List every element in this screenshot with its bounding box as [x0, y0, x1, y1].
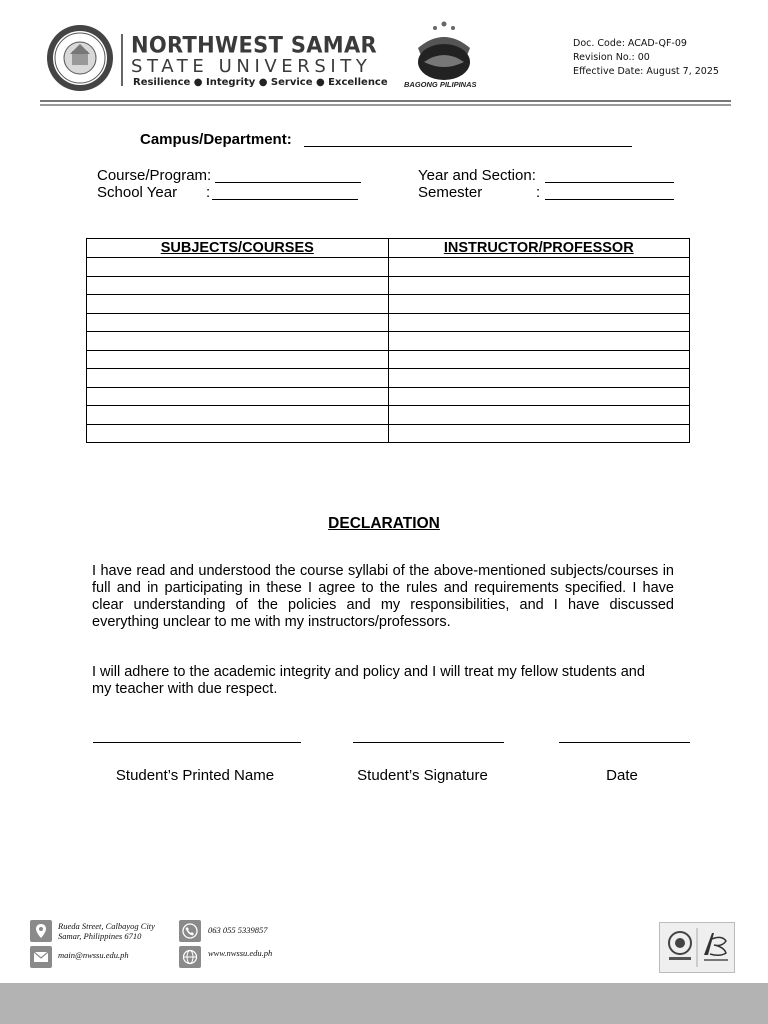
date-label: Date: [606, 767, 638, 784]
subject-cell[interactable]: [87, 332, 389, 351]
effective-date: Effective Date: August 7, 2025: [573, 66, 719, 77]
campus-blank[interactable]: [304, 133, 632, 147]
instructor-header: INSTRUCTOR/PROFESSOR: [388, 239, 690, 258]
subject-cell[interactable]: [87, 406, 389, 425]
document-info: [573, 37, 719, 79]
address: [58, 921, 155, 941]
table-row: [87, 350, 690, 369]
printed-name-line[interactable]: [93, 742, 301, 743]
school-year-colon: :: [206, 184, 211, 201]
bagong-pilipinas-text: BAGONG PILIPINAS: [404, 80, 477, 89]
certification-logos: [659, 922, 735, 973]
bagong-pilipinas-logo: [408, 18, 480, 82]
subject-cell[interactable]: [87, 276, 389, 295]
instructor-cell[interactable]: [388, 276, 690, 295]
university-seal: [46, 24, 114, 92]
date-line[interactable]: [559, 742, 690, 743]
signature-label: Student’s Signature: [357, 767, 488, 784]
globe-icon: [179, 946, 201, 968]
subject-cell[interactable]: [87, 313, 389, 332]
subject-cell[interactable]: [87, 424, 389, 443]
declaration-title: DECLARATION: [328, 515, 440, 532]
course-blank[interactable]: [215, 169, 361, 183]
subjects-table: [86, 238, 690, 443]
year-section-blank[interactable]: [545, 169, 674, 183]
instructor-cell[interactable]: [388, 424, 690, 443]
subject-cell[interactable]: [87, 369, 389, 388]
school-year-label: School Year: [97, 184, 178, 201]
semester-blank[interactable]: [545, 186, 674, 200]
subjects-header: SUBJECTS/COURSES: [87, 239, 389, 258]
subject-cell[interactable]: [87, 387, 389, 406]
year-section-label: Year and Section:: [418, 167, 536, 184]
university-subtitle: STATE UNIVERSITY: [131, 56, 372, 77]
instructor-cell[interactable]: [388, 332, 690, 351]
table-row: [87, 276, 690, 295]
declaration-paragraph-2: I will adhere to the academic integrity and policy and I will treat my fellow students and my teacher with due respect.: [92, 664, 645, 697]
subjects-table-body: [87, 258, 690, 443]
table-header-row: [87, 239, 690, 258]
table-row: [87, 369, 690, 388]
course-label: Course/Program:: [97, 167, 212, 184]
address-line-2: Samar, Philippines 6710: [58, 931, 142, 941]
instructor-cell[interactable]: [388, 350, 690, 369]
instructor-cell[interactable]: [388, 387, 690, 406]
table-row: [87, 332, 690, 351]
header-divider: [121, 34, 123, 86]
table-row: [87, 406, 690, 425]
header-rule: [40, 100, 731, 102]
phone-icon: [179, 920, 201, 942]
revision-number: Revision No.: 00: [573, 52, 650, 63]
footer-band: [0, 983, 768, 1024]
signature-line[interactable]: [353, 742, 504, 743]
table-row: [87, 313, 690, 332]
location-icon: [30, 920, 52, 942]
printed-name-label: Student’s Printed Name: [115, 767, 275, 784]
university-motto: Resilience ● Integrity ● Service ● Excellence: [133, 77, 388, 88]
address-line-1: Rueda Street, Calbayog City: [58, 921, 155, 931]
email-address[interactable]: main@nwssu.edu.ph: [58, 950, 129, 960]
table-row: [87, 258, 690, 277]
table-row: [87, 295, 690, 314]
header-rule-secondary: [40, 104, 731, 106]
email-icon: [30, 946, 52, 968]
phone-number: 063 055 5339857: [208, 925, 268, 935]
campus-field: [140, 131, 292, 148]
instructor-cell[interactable]: [388, 406, 690, 425]
table-row: [87, 387, 690, 406]
instructor-cell[interactable]: [388, 313, 690, 332]
semester-colon: :: [536, 184, 541, 201]
university-name: NORTHWEST SAMAR: [131, 32, 378, 58]
subject-cell[interactable]: [87, 295, 389, 314]
table-row: [87, 424, 690, 443]
school-year-blank[interactable]: [212, 186, 358, 200]
instructor-cell[interactable]: [388, 295, 690, 314]
subject-cell[interactable]: [87, 350, 389, 369]
website[interactable]: www.nwssu.edu.ph: [208, 948, 273, 958]
subject-cell[interactable]: [87, 258, 389, 277]
instructor-cell[interactable]: [388, 258, 690, 277]
campus-label: Campus/Department:: [140, 131, 292, 148]
semester-label: Semester: [418, 184, 483, 201]
instructor-cell[interactable]: [388, 369, 690, 388]
declaration-paragraph-1: I have read and understood the course syllabi of the above-mentioned subjects/courses in full and in participating in these I agree to the rules and requirements specified. I have clear understanding of the policies and my responsibilities, and I have discussed everything unclear to me with my instructors/professors.: [92, 563, 674, 630]
doc-code: Doc. Code: ACAD-QF-09: [573, 38, 687, 49]
